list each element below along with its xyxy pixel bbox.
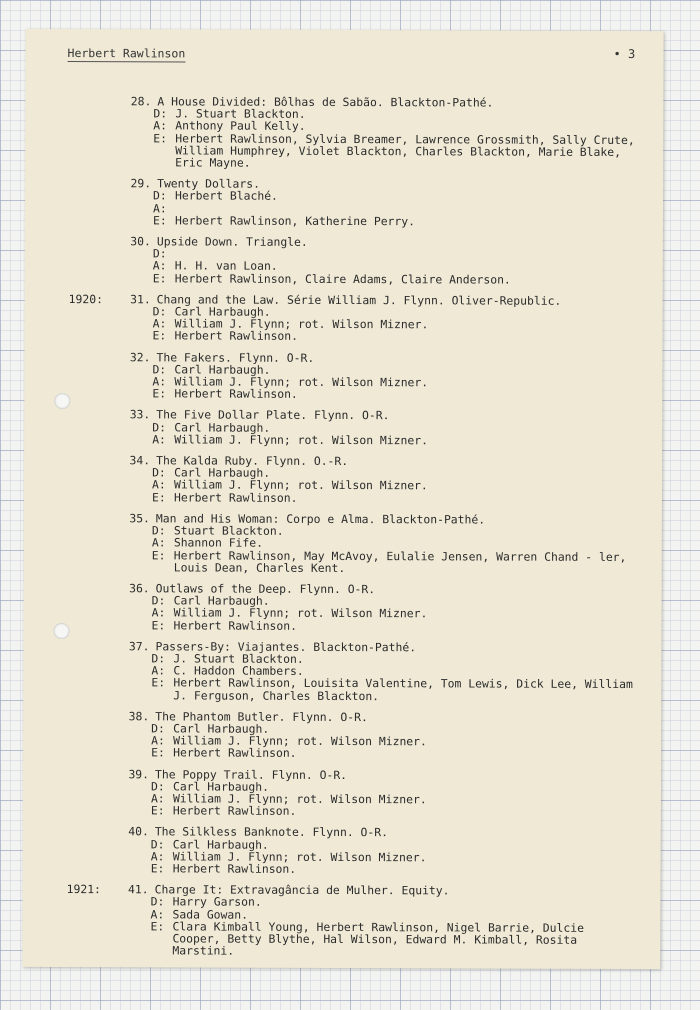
- credit-value: Carl Harbaugh.: [174, 420, 271, 435]
- credit-label: A:: [151, 535, 166, 550]
- credit-value: Herbert Rawlinson, Louisita Valentine, Tom Lewis, Dick Lee, William J. Ferguson, Charles Blackton.: [173, 675, 633, 703]
- credit-value: William J. Flynn; rot. Wilson Mizner.: [172, 791, 427, 807]
- entry-title: Twenty Dollars.: [157, 176, 260, 191]
- credit-line: [23, 862, 661, 876]
- credit-value: Herbert Rawlinson.: [174, 386, 298, 402]
- credit-label: A:: [152, 477, 166, 492]
- entry-heading: [24, 454, 662, 468]
- credit-label: E:: [151, 490, 166, 505]
- credit-label: E:: [151, 675, 166, 690]
- credit-label: E:: [151, 547, 166, 562]
- credit-value: Carl Harbaugh.: [173, 721, 270, 736]
- credit-value: William J. Flynn; rot. Wilson Mizner.: [174, 374, 429, 390]
- credit-value: Carl Harbaugh.: [174, 465, 271, 481]
- entry-number: 34.: [129, 453, 151, 468]
- credit-label: A:: [151, 605, 166, 620]
- credit-value: William J. Flynn; rot. Wilson Mizner.: [173, 733, 427, 749]
- credit-line: [25, 329, 663, 343]
- credit-label: E:: [152, 270, 167, 286]
- film-entry: [24, 454, 662, 505]
- credit-value: William J. Flynn; rot. Wilson Mizner.: [174, 316, 429, 332]
- entry-heading: [24, 408, 662, 422]
- entry-heading: [25, 293, 663, 307]
- credit-label: D:: [151, 651, 166, 666]
- film-entry: [23, 767, 661, 818]
- credit-value: Herbert Rawlinson.: [172, 861, 297, 876]
- entry-title: Man and His Woman: Corpo e Alma. Blackton-Pathé.: [155, 511, 486, 527]
- credit-line: [24, 387, 662, 401]
- credit-value: Carl Harbaugh.: [174, 304, 271, 319]
- entry-heading: [24, 351, 662, 365]
- entry-heading: [24, 512, 662, 526]
- credit-value: Herbert Rawlinson.: [172, 803, 297, 818]
- entry-title: The Silkless Banknote. Flynn. O-R.: [154, 824, 389, 840]
- page-number: • 3: [613, 46, 636, 62]
- credit-label: A:: [153, 118, 168, 133]
- credit-value: William J. Flynn; rot. Wilson Mizner.: [174, 432, 428, 448]
- film-entry: [25, 293, 663, 344]
- credit-value: Sada Gowan.: [172, 906, 249, 922]
- entry-year: 1920:: [68, 291, 104, 307]
- entry-number: 33.: [129, 407, 151, 422]
- credit-value: William J. Flynn; rot. Wilson Mizner.: [172, 849, 427, 865]
- credit-label: D:: [152, 420, 166, 435]
- credit-label: D:: [150, 894, 165, 909]
- film-entry: [24, 582, 662, 633]
- entry-heading: [25, 95, 663, 109]
- entry-title: The Kalda Ruby. Flynn. O.-R.: [156, 453, 349, 469]
- credit-label: D:: [150, 779, 165, 794]
- credit-line: [25, 272, 663, 286]
- entry-title: The Fakers. Flynn. O-R.: [156, 350, 315, 365]
- credit-value: Anthony Paul Kelly.: [175, 118, 306, 134]
- credit-line: [24, 618, 662, 632]
- entry-heading: [25, 177, 663, 191]
- credit-label: E:: [152, 386, 167, 401]
- entry-heading: [23, 825, 661, 839]
- credit-value: Shannon Fife.: [173, 535, 264, 551]
- credit-label: E:: [150, 861, 165, 876]
- entry-heading: [23, 710, 661, 724]
- entry-number: 41.: [128, 882, 149, 897]
- entry-heading: [23, 640, 661, 654]
- credit-line: [25, 214, 663, 228]
- credit-label: D:: [150, 836, 165, 851]
- typed-page: [22, 29, 663, 969]
- entry-number: 38.: [128, 708, 150, 724]
- credit-line: [25, 131, 663, 170]
- credit-value: William J. Flynn; rot. Wilson Mizner.: [173, 605, 428, 621]
- entry-number: 36.: [129, 581, 150, 596]
- entry-title: The Phantom Butler. Flynn. O-R.: [155, 709, 368, 724]
- header-name: Herbert Rawlinson: [67, 46, 186, 61]
- credit-label: E:: [153, 130, 168, 145]
- credit-value: Harry Garson.: [172, 894, 262, 910]
- credit-label: A:: [152, 200, 167, 216]
- credit-label: D:: [153, 106, 168, 121]
- credit-label: E:: [152, 328, 167, 343]
- credit-value: C. Haddon Chambers.: [173, 663, 304, 678]
- entry-title: The Poppy Trail. Flynn. O-R.: [155, 766, 348, 782]
- film-entry: [25, 95, 663, 170]
- entry-year: 1921:: [66, 882, 101, 897]
- credit-label: E:: [152, 213, 167, 228]
- film-entry: [24, 408, 662, 447]
- entry-heading: [24, 582, 662, 596]
- credit-value: Herbert Rawlinson.: [174, 328, 299, 344]
- entry-heading: [23, 767, 661, 781]
- entry-title: Outlaws of the Deep. Flynn. O-R.: [155, 581, 376, 597]
- credit-value: Herbert Rawlinson.: [173, 490, 298, 505]
- entry-number: 32.: [129, 349, 151, 364]
- credit-value: J. Stuart Blackton.: [175, 106, 306, 122]
- credit-value: Stuart Blackton.: [173, 523, 284, 538]
- entry-number: 37.: [128, 638, 150, 654]
- entry-title: A House Divided: Bôlhas de Sabão. Blackton-Pathé.: [157, 94, 494, 110]
- credit-label: D:: [152, 304, 167, 319]
- credit-label: A:: [152, 316, 167, 331]
- entry-number: 28.: [130, 94, 152, 109]
- entry-title: Upside Down. Triangle.: [156, 234, 308, 249]
- credit-value: Herbert Rawlinson.: [173, 617, 298, 633]
- entry-number: 40.: [128, 824, 149, 839]
- entry-number: 31.: [130, 292, 151, 307]
- credit-label: D:: [152, 362, 167, 377]
- credit-line: [22, 920, 660, 959]
- entry-number: 30.: [130, 234, 151, 249]
- film-entry: [25, 177, 663, 228]
- film-entry: [24, 512, 662, 575]
- film-entry: [23, 825, 661, 876]
- credit-line: [23, 746, 661, 760]
- filmography-list: [22, 95, 663, 968]
- credit-label: D:: [151, 523, 166, 538]
- credit-value: Carl Harbaugh.: [172, 836, 269, 852]
- credit-line: [24, 491, 662, 505]
- credit-label: A:: [151, 663, 166, 678]
- credit-value: Clara Kimball Young, Herbert Rawlinson, Nigel Barrie, Dulcie Cooper, Betty Blythe, Hal Wilson, Edward M. Kimball, Rosita Marstini.: [172, 919, 584, 958]
- film-entry: [23, 640, 661, 703]
- credit-value: William J. Flynn; rot. Wilson Mizner.: [174, 477, 428, 493]
- credit-label: A:: [152, 374, 167, 389]
- credit-label: E:: [151, 617, 166, 632]
- credit-value: Herbert Blaché.: [175, 188, 278, 204]
- credit-label: A:: [150, 906, 165, 921]
- entry-number: 29.: [130, 176, 152, 191]
- entry-number: 39.: [128, 766, 150, 781]
- credit-label: E:: [150, 803, 165, 818]
- credit-value: Carl Harbaugh.: [173, 593, 270, 608]
- entry-title: Charge It: Extravagância de Mulher. Equity.: [154, 882, 450, 898]
- credit-value: Carl Harbaugh.: [174, 362, 271, 377]
- credit-label: A:: [151, 733, 165, 748]
- credit-label: E:: [151, 745, 165, 760]
- credit-line: [23, 804, 661, 818]
- credit-line: [24, 548, 662, 575]
- credit-label: A:: [150, 791, 165, 806]
- entry-heading: [25, 235, 663, 249]
- credit-value: Herbert Rawlinson, Sylvia Breamer, Lawrence Grossmith, Sally Crute, William Humphrey, Violet Blackton, Charles Blackton, Marie Blake, Eric Mayne.: [175, 131, 635, 170]
- credit-value: Carl Harbaugh.: [172, 779, 270, 794]
- film-entry: [22, 883, 660, 958]
- credit-label: D:: [151, 593, 166, 608]
- credit-label: A:: [152, 258, 167, 273]
- entry-title: The Five Dollar Plate. Flynn. O-R.: [156, 407, 390, 423]
- credit-value: H. H. van Loan.: [174, 258, 278, 274]
- entry-number: 35.: [129, 511, 150, 526]
- entry-heading: [23, 883, 661, 897]
- credit-label: D:: [152, 246, 167, 261]
- credit-label: E:: [150, 919, 165, 934]
- credit-value: Herbert Rawlinson.: [173, 745, 297, 761]
- credit-value: J. Stuart Blackton.: [173, 651, 304, 666]
- film-entry: [23, 710, 661, 761]
- credit-label: D:: [152, 465, 166, 480]
- credit-label: D:: [151, 721, 165, 736]
- credit-line: [24, 433, 662, 447]
- credit-value: Herbert Rawlinson, Claire Adams, Claire Anderson.: [174, 271, 511, 287]
- entry-title: Passers-By: Viajantes. Blackton-Pathé.: [155, 639, 417, 654]
- film-entry: [25, 235, 663, 286]
- entry-title: Chang and the Law. Série William J. Flynn. Oliver-Republic.: [156, 292, 562, 308]
- credit-value: Herbert Rawlinson, May McAvoy, Eulalie Jensen, Warren Chand - ler, Louis Dean, Charles Kent.: [173, 547, 627, 575]
- film-entry: [24, 351, 662, 402]
- credit-label: A:: [152, 432, 166, 447]
- credit-line: [23, 676, 661, 703]
- credit-label: D:: [153, 188, 167, 203]
- credit-value: Herbert Rawlinson, Katherine Perry.: [174, 213, 416, 229]
- credit-label: A:: [150, 849, 165, 864]
